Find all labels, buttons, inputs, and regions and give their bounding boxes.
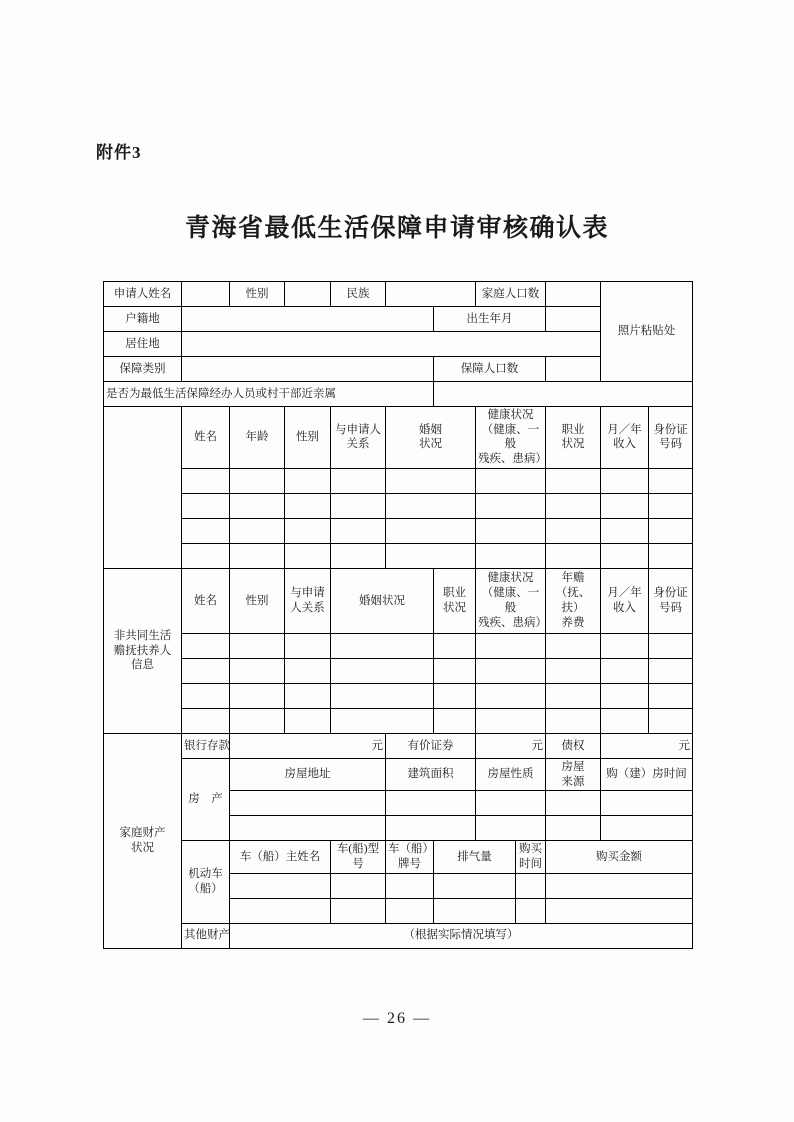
header-line: 扶）	[561, 601, 585, 614]
bank-deposit-value[interactable]: 元	[230, 733, 386, 758]
securities-label: 有价证券	[386, 733, 476, 758]
section-label-line: 非共同生活	[113, 629, 172, 642]
header-line: 关系	[346, 438, 370, 451]
dependent-col-relation	[285, 568, 331, 633]
member-col-marital	[386, 407, 476, 469]
header-line: 车（船）	[388, 843, 434, 856]
dependent-marital-cell[interactable]	[331, 708, 434, 733]
member-col-occupation	[546, 407, 601, 469]
other-property-label: 其他财产	[182, 923, 230, 948]
section-label-line: 信息	[131, 659, 154, 672]
relative-question-label: 是否为最低生活保障经办人员或村干部近亲属	[104, 382, 434, 407]
displacement-cell[interactable]	[434, 873, 516, 898]
dependent-gender-cell[interactable]	[230, 658, 285, 683]
household-size-value[interactable]	[546, 282, 601, 307]
header-line: 状况	[443, 601, 466, 614]
header-line: 收入	[613, 601, 636, 614]
section-label-line: 状况	[131, 841, 154, 854]
residence-label: 居住地	[104, 332, 182, 357]
section-label-line: 机动车	[188, 868, 223, 881]
dependent-support-fee-cell[interactable]	[546, 708, 601, 733]
gender-label: 性别	[230, 282, 285, 307]
header-line: 残疾、患病）	[478, 616, 547, 629]
purchase-time-label	[516, 841, 546, 873]
dependent-occupation-cell[interactable]	[434, 708, 476, 733]
dependent-health-cell[interactable]	[476, 683, 546, 708]
household-members-section-label	[104, 407, 182, 569]
displacement-label: 排气量	[434, 841, 516, 873]
household-register-value[interactable]	[182, 307, 434, 332]
table-row	[104, 708, 693, 733]
member-income-cell[interactable]	[601, 493, 649, 518]
house-section-label: 房 产	[182, 758, 230, 840]
dependent-income-cell[interactable]	[601, 683, 649, 708]
member-id-cell[interactable]	[649, 493, 693, 518]
dependent-marital-cell[interactable]	[331, 658, 434, 683]
creditor-rights-value[interactable]: 元	[601, 733, 693, 758]
header-line: 年龄	[245, 431, 269, 444]
member-name-cell[interactable]	[182, 518, 230, 543]
member-income-cell[interactable]	[601, 518, 649, 543]
member-id-cell[interactable]	[649, 543, 693, 568]
purchase-time-cell[interactable]	[516, 898, 546, 923]
table-row	[104, 543, 693, 568]
member-id-cell[interactable]	[649, 518, 693, 543]
header-line: 状况	[419, 438, 442, 451]
table-row	[104, 382, 693, 407]
dependent-relation-cell[interactable]	[285, 658, 331, 683]
table-row	[104, 841, 693, 873]
dependent-income-cell[interactable]	[601, 633, 649, 658]
member-age-cell[interactable]	[230, 518, 285, 543]
vehicle-model-label: 车(船)型号	[331, 841, 386, 873]
house-address-label: 房屋地址	[230, 758, 386, 790]
table-row	[104, 407, 693, 469]
dependent-income-cell[interactable]	[601, 658, 649, 683]
building-area-cell[interactable]	[386, 791, 476, 816]
other-property-note[interactable]: （根据实际情况填写）	[230, 923, 693, 948]
displacement-cell[interactable]	[434, 898, 516, 923]
member-id-cell[interactable]	[649, 468, 693, 493]
member-col-name	[182, 407, 230, 469]
guarantee-population-value[interactable]	[546, 357, 601, 382]
vehicle-plate-label	[386, 841, 434, 873]
dependent-health-cell[interactable]	[476, 708, 546, 733]
dependent-gender-cell[interactable]	[230, 683, 285, 708]
house-source-cell[interactable]	[546, 816, 601, 841]
dependent-gender-cell[interactable]	[230, 633, 285, 658]
header-line: 健康状况	[487, 409, 534, 421]
vehicle-model-cell[interactable]	[331, 898, 386, 923]
house-address-cell[interactable]	[230, 816, 386, 841]
member-marital-cell[interactable]	[386, 468, 476, 493]
dependent-gender-cell[interactable]	[230, 708, 285, 733]
member-col-gender	[285, 407, 331, 469]
header-line: 与申请人	[335, 423, 381, 436]
member-gender-cell[interactable]	[285, 468, 331, 493]
member-age-cell[interactable]	[230, 468, 285, 493]
household-register-label: 户籍地	[104, 307, 182, 332]
header-line: 收入	[613, 438, 636, 451]
vehicle-owner-label: 车（船）主姓名	[230, 841, 331, 873]
dependent-health-cell[interactable]	[476, 658, 546, 683]
member-col-id	[649, 407, 693, 469]
member-health-cell[interactable]	[476, 518, 546, 543]
table-row	[104, 683, 693, 708]
guarantee-type-value[interactable]	[182, 357, 434, 382]
purchase-build-time-cell[interactable]	[601, 791, 693, 816]
house-address-cell[interactable]	[230, 791, 386, 816]
dependent-col-health	[476, 568, 546, 633]
vehicle-owner-cell[interactable]	[230, 873, 331, 898]
member-income-cell[interactable]	[601, 543, 649, 568]
member-income-cell[interactable]	[601, 468, 649, 493]
header-line: 性别	[245, 594, 269, 607]
header-line: 号码	[659, 601, 682, 614]
dependent-health-cell[interactable]	[476, 633, 546, 658]
table-row	[104, 923, 693, 948]
header-line: 月／年	[607, 423, 642, 436]
member-marital-cell[interactable]	[386, 518, 476, 543]
member-health-cell[interactable]	[476, 543, 546, 568]
dependent-income-cell[interactable]	[601, 708, 649, 733]
member-gender-cell[interactable]	[285, 543, 331, 568]
house-source-label	[546, 758, 601, 790]
dependent-name-cell[interactable]	[182, 633, 230, 658]
page-number: — 26 —	[363, 1010, 431, 1027]
header-line: 身份证	[653, 423, 688, 436]
member-age-cell[interactable]	[230, 543, 285, 568]
purchase-build-time-label: 购（建）房时间	[601, 758, 693, 790]
dependent-relation-cell[interactable]	[285, 708, 331, 733]
table-row	[104, 468, 693, 493]
dependent-relation-cell[interactable]	[285, 683, 331, 708]
header-line: （健康、一般	[481, 587, 540, 614]
table-row	[104, 493, 693, 518]
guarantee-population-label: 保障人口数	[434, 357, 546, 382]
header-line: 年赡	[561, 572, 585, 585]
table-row	[104, 758, 693, 790]
dependent-occupation-cell[interactable]	[434, 658, 476, 683]
member-relation-cell[interactable]	[331, 493, 386, 518]
header-line: 与申请	[290, 587, 325, 600]
header-line: 姓名	[194, 594, 217, 607]
header-line: 时间	[519, 858, 542, 871]
dependent-col-id	[649, 568, 693, 633]
member-marital-cell[interactable]	[386, 493, 476, 518]
dependent-id-cell[interactable]	[649, 708, 693, 733]
dependent-id-cell[interactable]	[649, 658, 693, 683]
dependent-name-cell[interactable]	[182, 708, 230, 733]
vehicle-owner-cell[interactable]	[230, 898, 331, 923]
photo-paste-area: 照片粘贴处	[601, 282, 693, 382]
member-col-relation	[331, 407, 386, 469]
table-row	[104, 282, 693, 307]
member-occupation-cell[interactable]	[546, 518, 601, 543]
member-occupation-cell[interactable]	[546, 493, 601, 518]
house-nature-cell[interactable]	[476, 791, 546, 816]
gender-value[interactable]	[285, 282, 331, 307]
dependent-marital-cell[interactable]	[331, 633, 434, 658]
birth-date-value[interactable]	[546, 307, 601, 332]
header-line: 房屋	[561, 760, 585, 773]
member-relation-cell[interactable]	[331, 518, 386, 543]
page-title: 青海省最低生活保障申请审核确认表	[184, 215, 609, 242]
relative-question-value[interactable]	[434, 382, 693, 407]
house-nature-label: 房屋性质	[476, 758, 546, 790]
dependent-name-cell[interactable]	[182, 683, 230, 708]
header-line: 婚姻状况	[359, 594, 405, 607]
ethnicity-value[interactable]	[386, 282, 476, 307]
guarantee-type-label: 保障类别	[104, 357, 182, 382]
applicant-name-label: 申请人姓名	[104, 282, 182, 307]
building-area-label: 建筑面积	[386, 758, 476, 790]
dependent-occupation-cell[interactable]	[434, 683, 476, 708]
header-line: 健康状况	[487, 572, 534, 585]
member-relation-cell[interactable]	[331, 543, 386, 568]
member-age-cell[interactable]	[230, 493, 285, 518]
vehicle-section-label	[182, 841, 230, 923]
member-relation-cell[interactable]	[331, 468, 386, 493]
household-size-label: 家庭人口数	[476, 282, 546, 307]
header-line: 养费	[561, 616, 585, 629]
member-col-age	[230, 407, 285, 469]
dependent-id-cell[interactable]	[649, 683, 693, 708]
purchase-build-time-cell[interactable]	[601, 816, 693, 841]
header-line: 号码	[659, 438, 682, 451]
family-property-section-label	[104, 733, 182, 948]
table-row	[104, 568, 693, 633]
dependent-support-fee-cell[interactable]	[546, 683, 601, 708]
applicant-name-value[interactable]	[182, 282, 230, 307]
member-name-cell[interactable]	[182, 493, 230, 518]
member-col-income	[601, 407, 649, 469]
section-label-line: 赡抚扶养人	[113, 644, 172, 657]
dependents-section-label	[104, 568, 182, 733]
securities-value[interactable]: 元	[476, 733, 546, 758]
header-line: （抚、	[555, 587, 591, 600]
ethnicity-label: 民族	[331, 282, 386, 307]
dependent-col-marital	[331, 568, 434, 633]
house-source-cell[interactable]	[546, 791, 601, 816]
house-nature-cell[interactable]	[476, 816, 546, 841]
member-occupation-cell[interactable]	[546, 543, 601, 568]
dependent-occupation-cell[interactable]	[434, 633, 476, 658]
member-marital-cell[interactable]	[386, 543, 476, 568]
header-line: 身份证	[653, 587, 688, 600]
member-health-cell[interactable]	[476, 468, 546, 493]
bank-deposit-label: 银行存款	[182, 733, 230, 758]
header-line: 人关系	[290, 601, 325, 614]
header-line: 职业	[443, 587, 466, 600]
creditor-rights-label: 债权	[546, 733, 601, 758]
dependent-col-gender	[230, 568, 285, 633]
dependent-col-occupation	[434, 568, 476, 633]
header-line: 性别	[296, 431, 319, 444]
header-line: 来源	[561, 775, 585, 788]
dependent-marital-cell[interactable]	[331, 683, 434, 708]
header-line: 牌号	[398, 858, 421, 871]
vehicle-plate-cell[interactable]	[386, 898, 434, 923]
dependent-support-fee-cell[interactable]	[546, 658, 601, 683]
purchase-amount-label: 购买金额	[546, 841, 693, 873]
header-line: 婚姻	[419, 423, 442, 436]
section-label-line: （船）	[188, 883, 223, 896]
member-name-cell[interactable]	[182, 468, 230, 493]
member-gender-cell[interactable]	[285, 493, 331, 518]
dependent-col-name	[182, 568, 230, 633]
member-gender-cell[interactable]	[285, 518, 331, 543]
table-row	[104, 633, 693, 658]
member-health-cell[interactable]	[476, 493, 546, 518]
member-occupation-cell[interactable]	[546, 468, 601, 493]
purchase-time-cell[interactable]	[516, 873, 546, 898]
building-area-cell[interactable]	[386, 816, 476, 841]
table-row	[104, 733, 693, 758]
dependent-support-fee-cell[interactable]	[546, 633, 601, 658]
dependent-col-income	[601, 568, 649, 633]
header-line: 购买	[519, 843, 542, 856]
header-line: 职业	[561, 423, 585, 436]
purchase-amount-cell[interactable]	[546, 898, 693, 923]
attachment-label: 附件3	[96, 143, 142, 162]
section-label-line: 家庭财产	[119, 827, 166, 840]
header-line: （健康、一般	[481, 423, 540, 451]
purchase-amount-cell[interactable]	[546, 873, 693, 898]
vehicle-plate-cell[interactable]	[386, 873, 434, 898]
member-col-health	[476, 407, 546, 469]
header-line: 月／年	[607, 587, 642, 600]
application-form-table	[103, 281, 693, 949]
vehicle-model-cell[interactable]	[331, 873, 386, 898]
dependent-id-cell[interactable]	[649, 633, 693, 658]
birth-date-label: 出生年月	[434, 307, 546, 332]
header-line: 状况	[561, 438, 585, 451]
header-line: 残疾、患病）	[478, 453, 547, 466]
dependent-name-cell[interactable]	[182, 658, 230, 683]
table-row	[104, 518, 693, 543]
residence-value[interactable]	[182, 332, 601, 357]
dependent-col-support-fee	[546, 568, 601, 633]
table-row	[104, 658, 693, 683]
header-line: 姓名	[194, 431, 217, 444]
dependent-relation-cell[interactable]	[285, 633, 331, 658]
member-name-cell[interactable]	[182, 543, 230, 568]
